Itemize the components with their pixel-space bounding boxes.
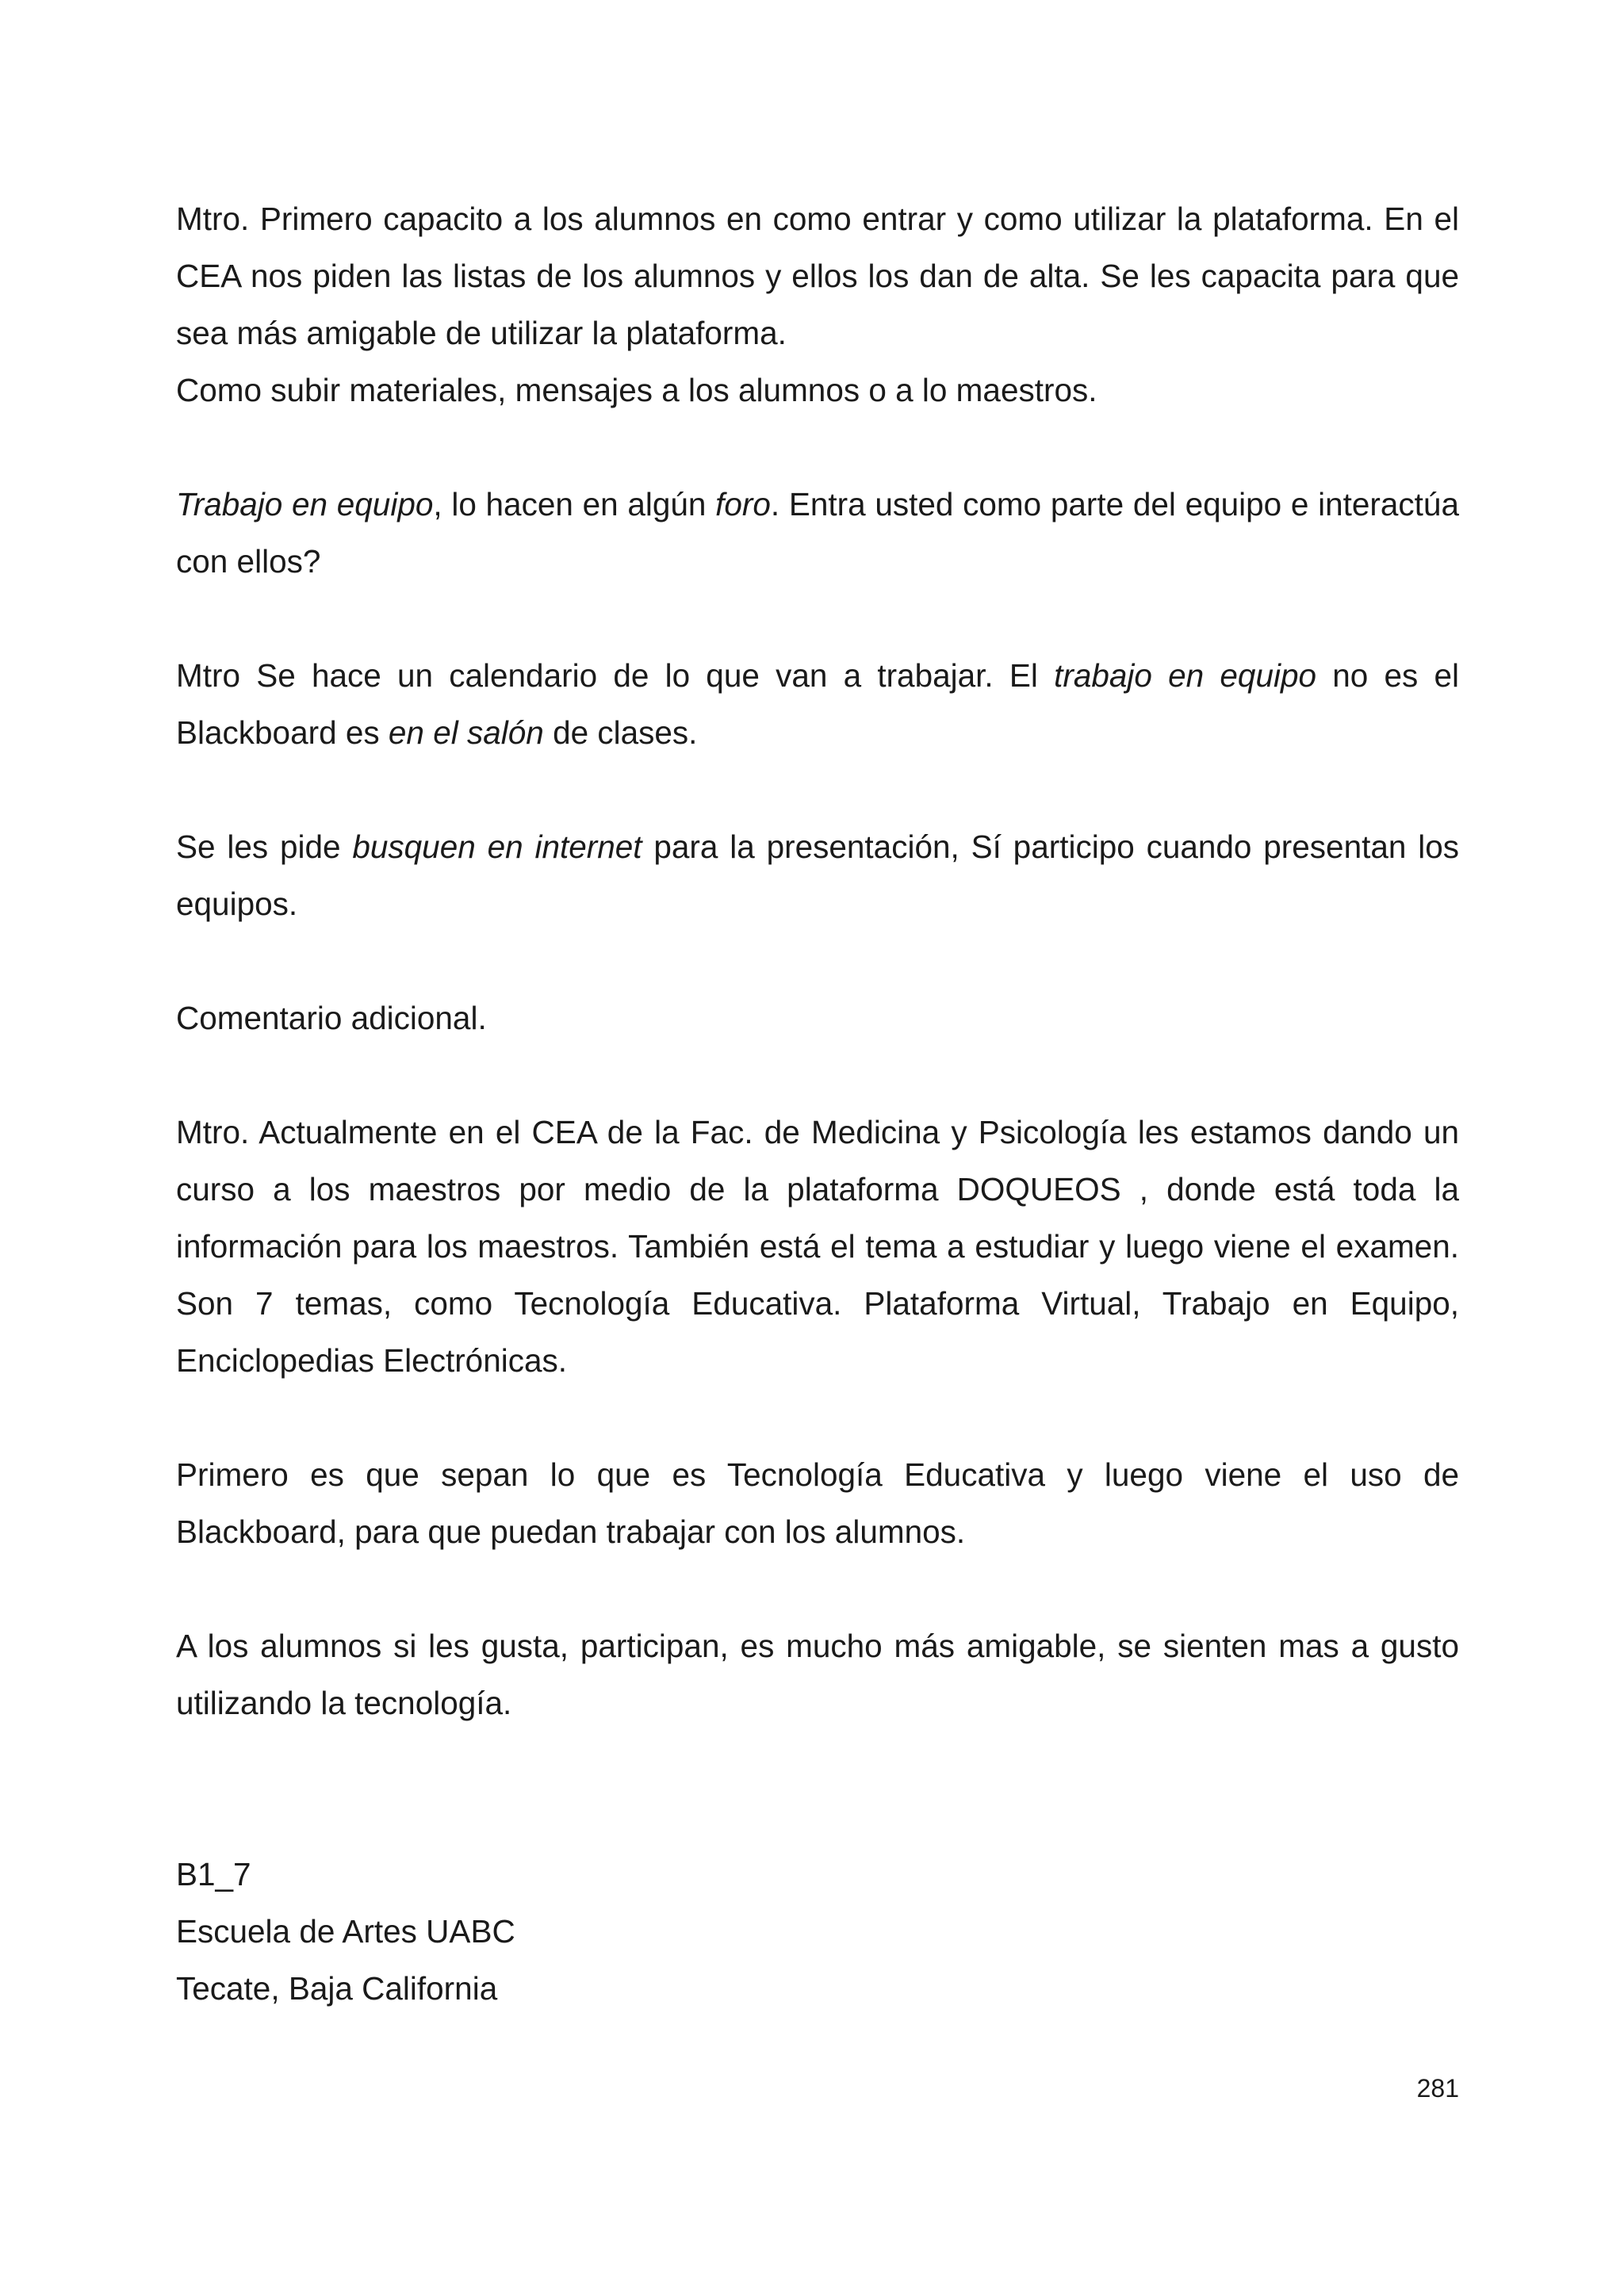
- paragraph-calendar: [176, 647, 1459, 761]
- paragraph-educational-technology: Primero es que sepan lo que es Tecnología Educativa y luego viene el uso de Blackboard, para que puedan trabajar con los alumnos.: [176, 1456, 1459, 1550]
- italic-term: foro: [715, 486, 771, 522]
- page-number: 281: [1416, 2074, 1459, 2103]
- italic-term: Trabajo en equipo: [176, 486, 434, 522]
- italic-term: en el salón: [388, 714, 544, 751]
- text-run: para la presentación, Sí participo cuando presentan los equipos.: [176, 828, 1459, 922]
- paragraph-spacer: [176, 932, 1459, 989]
- text-run: Se les pide: [176, 828, 353, 865]
- paragraph-students-like: A los alumnos si les gusta, participan, es mucho más amigable, se sienten mas a gusto utilizando la tecnología.: [176, 1628, 1459, 1721]
- paragraph-spacer: [176, 419, 1459, 476]
- paragraph-spacer: [176, 590, 1459, 647]
- paragraph-training: Mtro. Primero capacito a los alumnos en como entrar y como utilizar la plataforma. En el CEA nos piden las listas de los alumnos y ellos los dan de alta. Se les capacita para que sea más amigable de utilizar la plataforma.: [176, 201, 1459, 351]
- institution-location: Tecate, Baja California: [176, 1970, 498, 2007]
- paragraph-doqueos-course: Mtro. Actualmente en el CEA de la Fac. de Medicina y Psicología les estamos dando un curso a los maestros por medio de la plataforma DOQUEOS , donde está toda la información para los maestros. También está el tema a estudiar y luego viene el examen. Son 7 temas, como Tecnología Educativa. Plataforma Virtual, Trabajo en Equipo, Enciclopedias Electrónicas.: [176, 1114, 1459, 1379]
- interview-code: B1_7: [176, 1856, 251, 1892]
- paragraph-spacer: [176, 1560, 1459, 1617]
- institution-name: Escuela de Artes UABC: [176, 1913, 515, 1950]
- paragraph-additional-comment: Comentario adicional.: [176, 1000, 487, 1036]
- paragraph-spacer: [176, 761, 1459, 818]
- paragraph-internet-search: [176, 818, 1459, 932]
- paragraph-upload-materials: Como subir materiales, mensajes a los alumnos o a lo maestros.: [176, 372, 1097, 408]
- document-body: [176, 190, 1459, 2017]
- paragraph-spacer: [176, 1047, 1459, 1104]
- paragraph-teamwork-question: [176, 476, 1459, 590]
- italic-term: busquen en internet: [352, 828, 642, 865]
- text-run: no es el Blackboard es: [176, 657, 1459, 751]
- paragraph-spacer: [176, 1732, 1459, 1846]
- text-run: de clases.: [543, 714, 698, 751]
- text-run: . Entra usted como parte del equipo e interactúa con ellos?: [176, 486, 1459, 580]
- text-run: , lo hacen en algún: [433, 486, 716, 522]
- italic-term: trabajo en equipo: [1054, 657, 1317, 694]
- paragraph-spacer: [176, 1389, 1459, 1446]
- text-run: Mtro Se hace un calendario de lo que van a trabajar. El: [176, 657, 1055, 694]
